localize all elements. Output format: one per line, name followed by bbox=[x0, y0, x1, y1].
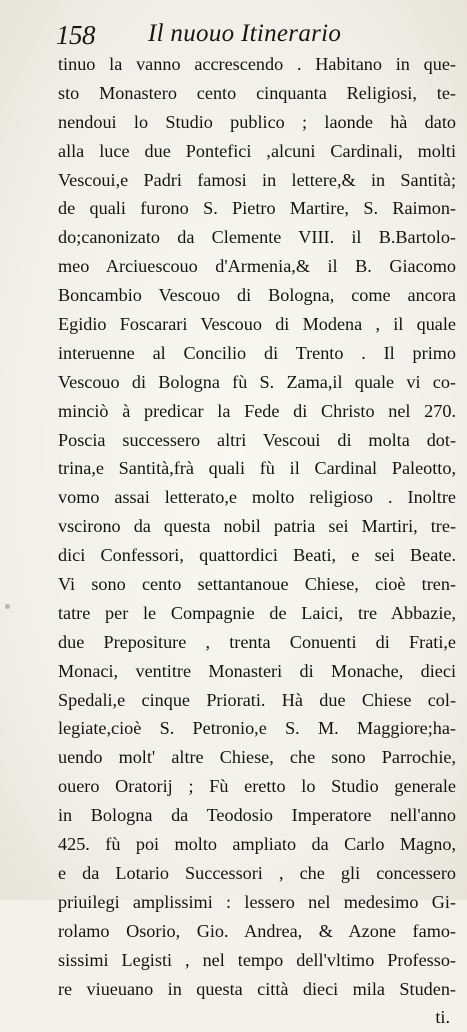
text-line: Vescoui,e Padri famosi in lettere,& in Santità; bbox=[58, 169, 456, 190]
text-line: Boncambio Vescouo di Bologna, come ancora bbox=[58, 285, 456, 306]
text-line: Poscia successero altri Vescoui di molta dot- bbox=[58, 429, 456, 450]
text-line: vscirono da questa nobil patria sei Martiri, tre- bbox=[58, 516, 456, 537]
text-line: Spedali,e cinque Priorati. Hà due Chiese col- bbox=[58, 689, 456, 710]
text-line: in Bologna da Teodosio Imperatore nell'anno bbox=[58, 805, 456, 826]
text-line: interuenne al Concilio di Trento . Il primo bbox=[58, 342, 456, 363]
text-line: trina,e Santità,frà quali fù il Cardinal Paleotto, bbox=[58, 458, 456, 479]
text-line: due Prepositure , trenta Conuenti di Frati,e bbox=[58, 631, 456, 652]
text-line: priuilegi amplissimi : lessero nel medesimo Gi- bbox=[58, 891, 456, 912]
text-line: Vi sono cento settantanoue Chiese, cioè tren- bbox=[58, 574, 456, 595]
text-line: do;canonizato da Clemente VIII. il B.Bartolo- bbox=[58, 227, 456, 248]
text-line: minciò à predicar la Fede di Christo nel 270. bbox=[58, 400, 456, 421]
text-line: uendo molt' altre Chiese, che sono Parrochie, bbox=[58, 747, 456, 768]
text-line: meo Arciuescouo d'Armenia,& il B. Giacomo bbox=[58, 256, 456, 277]
text-line: Monaci, ventitre Monasteri di Monache, dieci bbox=[58, 660, 456, 681]
text-line: Egidio Foscarari Vescouo di Modena , il quale bbox=[58, 314, 456, 335]
text-line: e da Lotario Successori , che gli concessero bbox=[58, 862, 456, 883]
page-header bbox=[58, 20, 458, 50]
text-line: sissimi Legisti , nel tempo dell'vltimo Professo- bbox=[58, 949, 456, 970]
ink-spot bbox=[5, 604, 10, 609]
text-line: de quali furono S. Pietro Martire, S. Raimon- bbox=[58, 198, 456, 219]
body-text bbox=[58, 50, 456, 1032]
text-line: re viueuano in questa città dieci mila Studen- bbox=[58, 978, 456, 999]
text-line: vomo assai letterato,e molto religioso . Inoltre bbox=[58, 487, 456, 508]
text-line: ouero Oratorij ; Fù eretto lo Studio generale bbox=[58, 776, 456, 797]
page-number: 158 bbox=[56, 20, 95, 50]
text-line: alla luce due Pontefici ,alcuni Cardinali, molti bbox=[58, 140, 456, 161]
text-line: Vescouo di Bologna fù S. Zama,il quale vi co- bbox=[58, 371, 456, 392]
text-line: dici Confessori, quattordici Beati, e sei Beate. bbox=[58, 545, 456, 566]
text-line: 425. fù poi molto ampliato da Carlo Magno, bbox=[58, 834, 456, 855]
text-line: sto Monastero cento cinquanta Religiosi, te- bbox=[58, 82, 456, 103]
running-title: Il nuouo Itinerario bbox=[148, 20, 342, 47]
text-line: nendoui lo Studio publico ; laonde hà dato bbox=[58, 111, 456, 132]
text-line: tinuo la vanno accrescendo . Habitano in que- bbox=[58, 54, 456, 74]
text-line: rolamo Osorio, Gio. Andrea, & Azone famo- bbox=[58, 920, 456, 941]
text-line: tatre per le Compagnie de Laici, tre Abbazie, bbox=[58, 602, 456, 623]
text-line: legiate,cioè S. Petronio,e S. M. Maggiore;ha- bbox=[58, 718, 456, 739]
text-line: ti. bbox=[435, 1007, 450, 1028]
